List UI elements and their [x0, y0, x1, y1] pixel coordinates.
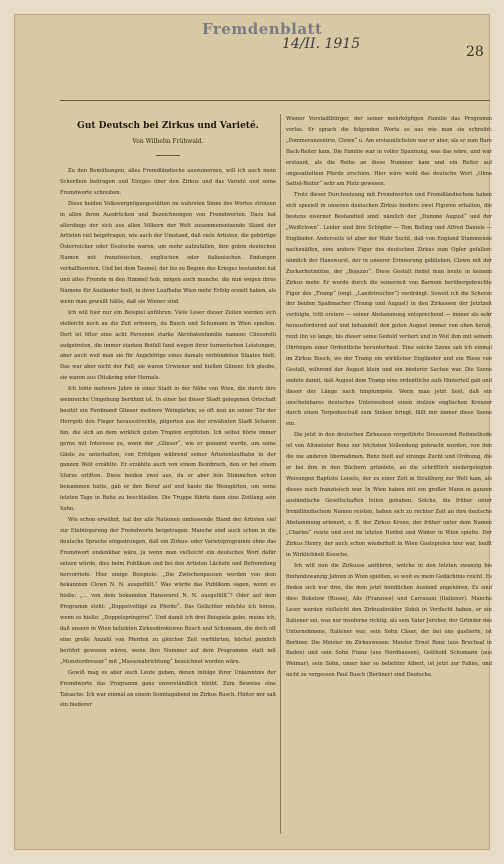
- byline-rule: [156, 155, 180, 156]
- article-title: Gut Deutsch bei Zirkus und Varieté.: [77, 121, 259, 131]
- handwritten-date: 14/II. 1915: [282, 36, 361, 52]
- article-paragraph: Ich will hier nur ein Beispiel anführen. Viele Leser dieser Zeilen werden sich vielleicht noch an die Zeit erinnern, da Busch und Schumann in Wien spielten. Dort ist öfter eine acht Personen starke Akrobatenfamilie namens Clinsorelli aufgetreten, die immer starken Beifall fand wegen ihrer turnerischen Leistungen, aber auch weil man sie für Angehörige eines damals verbündeten Staates hielt. Das war aber nicht der Fall, sie waren Urwiener und hießen Glinser. Ich glaube, sie waren aus Ottakring oder Hernals.: [60, 309, 276, 382]
- newspaper-stamp: Fremdenblatt: [202, 20, 323, 38]
- article-column-right: [286, 114, 492, 681]
- article-paragraph: Die jetzt in den deutschen Zirkussen vorgeführte Dressurund Reitmethode ist von Altmeister Renz zur höchsten Vollendung gebracht worden, von ihm die nie anderen übernahmen. Renz hielt auf strenge Zucht und Ordnung, die er bei ihm in den Büchern gründete, an die schriftlich niedergelegten Weisungen Baptiste Loisets, der zu einer Zeit in Straßburg zur Welt kam, als dieses noch französisch war. In Wien haben mit ein großer Mann in ganzen ausländische Gesellschaften feilen gehaben. Solche, die früher unter fremdländischem Namen reisten, haben sich zu rechter Zeit an ihre deutsche Abstammung erinnert, z. B. der Zirkus Krone, der früher unter dem Namen „Charles“ reiste und erst im letzten Herbst und Winter in Wien spielte. Der Zirkus Henry, der auch schon wiederholt in Wien Gastspielen hier war, heißt in Wirklichkeit Kossche.: [286, 432, 492, 559]
- article-paragraph: Wie schon erwähnt, hat der alle Nationen umfassende Stand der Artisten viel zur Einbürgerung der Fremdworte beigetragen. Manche sind auch schon in die deutsche Sprache eingedrungen, daß ein Zirkus- oder Varietéprogramm ohne das Fremdwort undenkbar wäre, ja wenn man vielleicht ein deutsches Wort dafür setzen würde, dies beim Publikum und bei den Artisten Lächeln und Befremdung hervorriefe. Hier einige Beispiele: „Die Zwischenpausen werden von dem bekannten Clown N. N. ausgefüllt.“ Was würde das Publikum sagen, wenn es hieße: „... von dem bekannten Hanswurst N. N. ausgefüllt“? Oder auf dem Programm steht: „Doppelvoltige zu Pferde“. Das Gelächter möchte ich hören, wenn es hieße: „Doppelspringerei“. Und damit ich drei Beispiele gebe, meine ich, daß unsere in Wien beliebten Zirkusdirektoren Busch und Schumann, die doch oft eine große Anzahl von Pferden zu gleicher Zeit vorführten, höchst peinlich berührt gewesen wären, wenn ihre Nummer auf dem Programme statt mit „Monsterdressur“ mit „Massenabrichtung“ bezeichnet worden wäre.: [60, 517, 276, 665]
- article-column-left: [60, 114, 276, 711]
- article-paragraph: Zu den Bemühungen, alles Fremdländische auszumerzen, will ich auch mein Scherflein beitragen und Einiges über den Zirkus und das Varieté und seine Fremdworte schreiben.: [60, 168, 276, 196]
- article-paragraph: Ich lebte mehrere Jahre in einer Stadt in der Nähe von Wien, die durch ihre weinreiche Umgebung berühmt ist. In einer bei dieser Stadt gelegenen Ortschaft besitzt ein Ferdinand Glinser mehrere Weingärten; so oft nun an seiner Tür der Herrgott den Finger herausstreckte, pilgerten aus der erwähnten Stadt Scharen hin, die sich an dem wirklich guten Tropfen ergötzten. Ich selbst hörte immer gerne mit Interesse zu, wenn der „Glinser“, wie er genannt wurde, um seine Gäste zu unterhalten, von Erfolgen während seiner Artistenlaufbahn in der ganzen Welt erzählte. Er erzählte auch von einem Beinbruch, den er bei einem Sturze erlitten. Diese beiden zwei aus, da er aber fein Stimmchen schon beisammen hatte, gab er den Beruf auf und baute die Weingärten, um seine letzten Tage in Ruhe zu beschließen. Die Truppe führte dann eine Zeitlang sein Sohn.: [60, 386, 276, 513]
- article-paragraph: Gewiß mag es aber auch Leute geben, denen infolge ihrer Unkenntnis der Fremdworte das Programm ganz unverständlich bleibt. Zum Beweise eine Tatsache. Ich war einmal an einem Sonntagabend im Zirkus Busch. Hinter mir saß ein biederer: [60, 669, 276, 709]
- article-paragraph: Ich will nun die Zirkusse anführen, welche in den letzten zwanzig bis fünfundzwanzig Jahren in Wien spielten, so weit es mein Gedächtnis reicht. Es finden sich nur drei, die dem jetzt feindlichen Ausland angehören. Es sind dies: Beketow (Russe), Alis (Franzose) und Carrasani (Italiener). Manche Leser werden vielleicht den Zirkusdirektor Sidoli in Verdacht haben, er ein Italiener sei, was nur insoferne richtig, als sein Vater Jerobor, der Gründer des Unternehmens, Italiener war, sein Sohn Cäsar, der bei uns gastierte, ist Berliner. Die Meister im Zirkuswesen: Meister Ernst Renz (aus Bruchsal in Baden) und sein Sohn Franz (aus Nordhausen), Gotthold Schumann (aus Weimar), sein Sohn, unser hier so beliebter Albert, ist jetzt zur Fahne, und nicht zu vergessen Paul Busch (Berliner) sind Deutsche.: [286, 563, 492, 679]
- article-byline: Von Wilhelm Frühwald.: [132, 138, 204, 145]
- top-rule: [60, 100, 490, 101]
- article-paragraph: Wiener Vorstadtbürger, der seiner mehrköpfigen Familie das Programm vorlas. Er sprach die folgenden Worte so aus wie man sie schreibt: „Pommeranzentrio, Clown“ u. Am erstaunlichsten war er aber, als er zum Bare Back-Reiter kam. Die Familie war in voller Spannung, was das wäre, und war erstaunt, als die Reihe an diese Nummer kam und ein Reiter auf ungesatteltem Pferde erschien. Hier wäre wohl das deutsche Wort „Ohne Sattel-Reiter“ sehr am Platz gewesen.: [286, 116, 492, 188]
- newspaper-clipping: [14, 14, 490, 850]
- article-paragraph: Trotz dieser Durchsetzung mit Fremdworten und Fremdländischem haben sich speziell in unseren deutschen Zirkus biedere zwei Figuren erhalten, die bestens eiserner Bestandteil sind: nämlich der „Dumme August“ und der „Weißclown“. Leider sind ihre Schöpfer — Tom Belling und Alfred Daniels — Engländer. Anderseits ist aber der Wahr Sucht, daß von England Stammende nachzuäffen, eine andere Figur des deutschen Zirkus zum Opfer gefallen: nämlich der Hanswurst, der in unserer Erinnerung geblieben, Clown mit der Zuckerhutmütze, der „Bojazzo“. Diese Gestalt findet man heute in keinem Zirkus mehr. Er wurde durch die seinerzeit von Barnum herübergebrachte Figur des „Tramp“ (engl. „Landstreicher“) verdrängt. Soweit ich die Scherze der beiden Spaßmacher (Tramp und August) in den Zirkussen der Jetztzeit verfolgte, tritt erstere — seiner Abstammung entsprechend — immer als sehr herausfordernd auf und behandelt den guten August immer von oben herab, reizt ihn so lange, bis dieser seine Geduld verliert und in Wut ihm mit seinem Ohrfeigen einer Ordentliche herunterhaut. Eine solche Szene sah ich einmal im Zirkus Busch, wo der Tramp ein wirklicher Engländer und ein Riese von Gestalt, während der August klein und ein biederer Sachse war. Die Szene endete damit, daß August dem Tramp eine ordentliche aufs Hinterteil gab und dieser der Länge nach hinplumpste. Wenn man jetzt liest, daß ein unscheinbares deutsches Unterseeboot einen stolzen englischen Kreuzer durch einen Torpedoschuß zum Sinken bringt, fällt mir immer diese Szene ein.: [286, 192, 492, 428]
- page-number: 28: [466, 44, 484, 60]
- article-paragraph: Diese beiden Volksvergnügungsstätten im wahrsten Sinne des Wortes strotzen in allen ihren Ausdrücken und Bezeichnungen von Fremdworten. Dazu hat allerdings der sich aus allen Völkern der Welt zusammensetzende Stand der Artisten viel beigetragen, wie auch der Umstand, daß viele Artisten, die gebürtige Österreicher oder Deutsche waren, um mehr aufzufallen, ihre guten deutschen Namen mit französischen, englischen oder italienischen Endungen verballhornten. Und bei dem Taumel, der bis zu Beginn des Krieges bestanden hat und alles Fremde in den Himmel hob, mögen auch manche, die nun wegen ihres Namens für Ausländer hielt, in ihrer Laufbahn Wien mehr Erfolg erzielt haben, als wenn man gewußt hätte, daß sie Wiener sind.: [60, 200, 276, 305]
- column-divider: [280, 114, 281, 834]
